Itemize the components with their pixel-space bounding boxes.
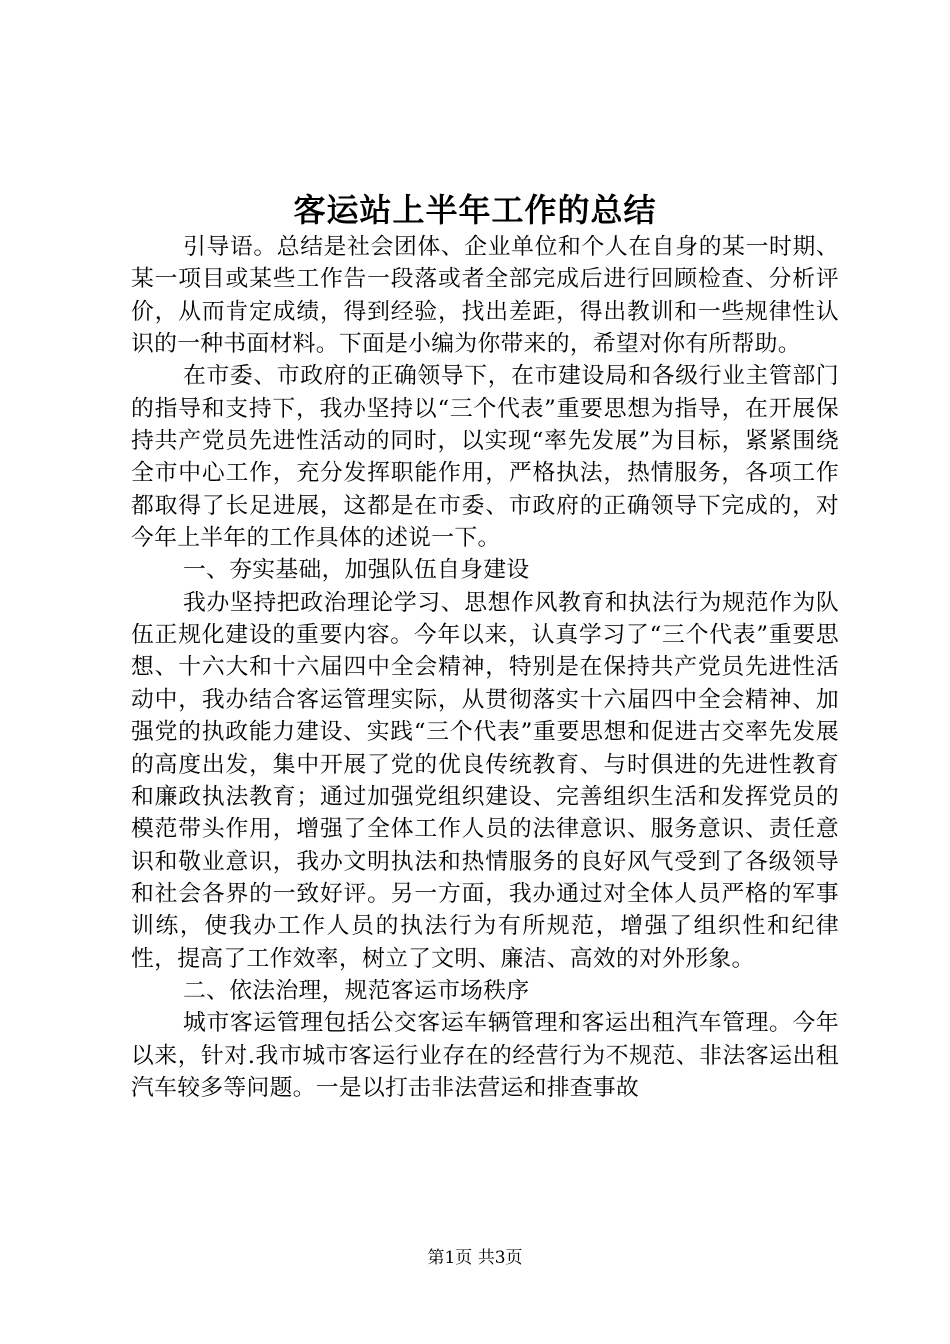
intro-paragraph: 引导语。总结是社会团体、企业单位和个人在自身的某一时期、某一项目或某些工作告一段落或者全部完成后进行回顾检查、分析评价，从而肯定成绩，得到经验，找出差距，得出教训和一些规律性认识的一种书面材料。下面是小编为你带来的，希望对你有所帮助。 [131,234,839,358]
page-footer: 第1页 共3页 [427,1248,523,1268]
section-heading-2: 二、依法治理，规范客运市场秩序 [183,977,530,1004]
overview-paragraph: 在市委、市政府的正确领导下，在市建设局和各级行业主管部门的指导和支持下，我办坚持以“三个代表”重要思想为指导，在开展保持共产党员先进性活动的同时，以实现“率先发展”为目标，紧紧围绕全市中心工作，充分发挥职能作用，严格执法，热情服务，各项工作都取得了长足进展，这都是在市委、市政府的正确领导下完成的，对今年上半年的工作具体的述说一下。 [131,363,839,552]
section-1-paragraph: 我办坚持把政治理论学习、思想作风教育和执法行为规范作为队伍正规化建设的重要内容。今年以来，认真学习了“三个代表”重要思想、十六大和十六届四中全会精神，特别是在保持共产党员先进性活动中，我办结合客运管理实际，从贯彻落实十六届四中全会精神、加强党的执政能力建设、实践“三个代表”重要思想和促进古交率先发展的高度出发，集中开展了党的优良传统教育、与时俱进的先进性教育和廉政执法教育；通过加强党组织建设、完善组织生活和发挥党员的模范带头作用，增强了全体工作人员的法律意识、服务意识、责任意识和敬业意识，我办文明执法和热情服务的良好风气受到了各级领导和社会各界的一致好评。另一方面，我办通过对全体人员严格的军事训练，使我办工作人员的执法行为有所规范，增强了组织性和纪律性，提高了工作效率，树立了文明、廉洁、高效的对外形象。 [131,589,839,972]
document-body [131,231,839,1104]
section-heading-1: 一、夯实基础，加强队伍自身建设 [183,557,530,584]
section-2-paragraph: 城市客运管理包括公交客运车辆管理和客运出租汽车管理。今年以来，针对.我市城市客运行业存在的经营行为不规范、非法客运出租汽车较多等问题。一是以打击非法营运和排查事故 [131,1010,839,1101]
page-title: 客运站上半年工作的总结 [293,191,657,229]
